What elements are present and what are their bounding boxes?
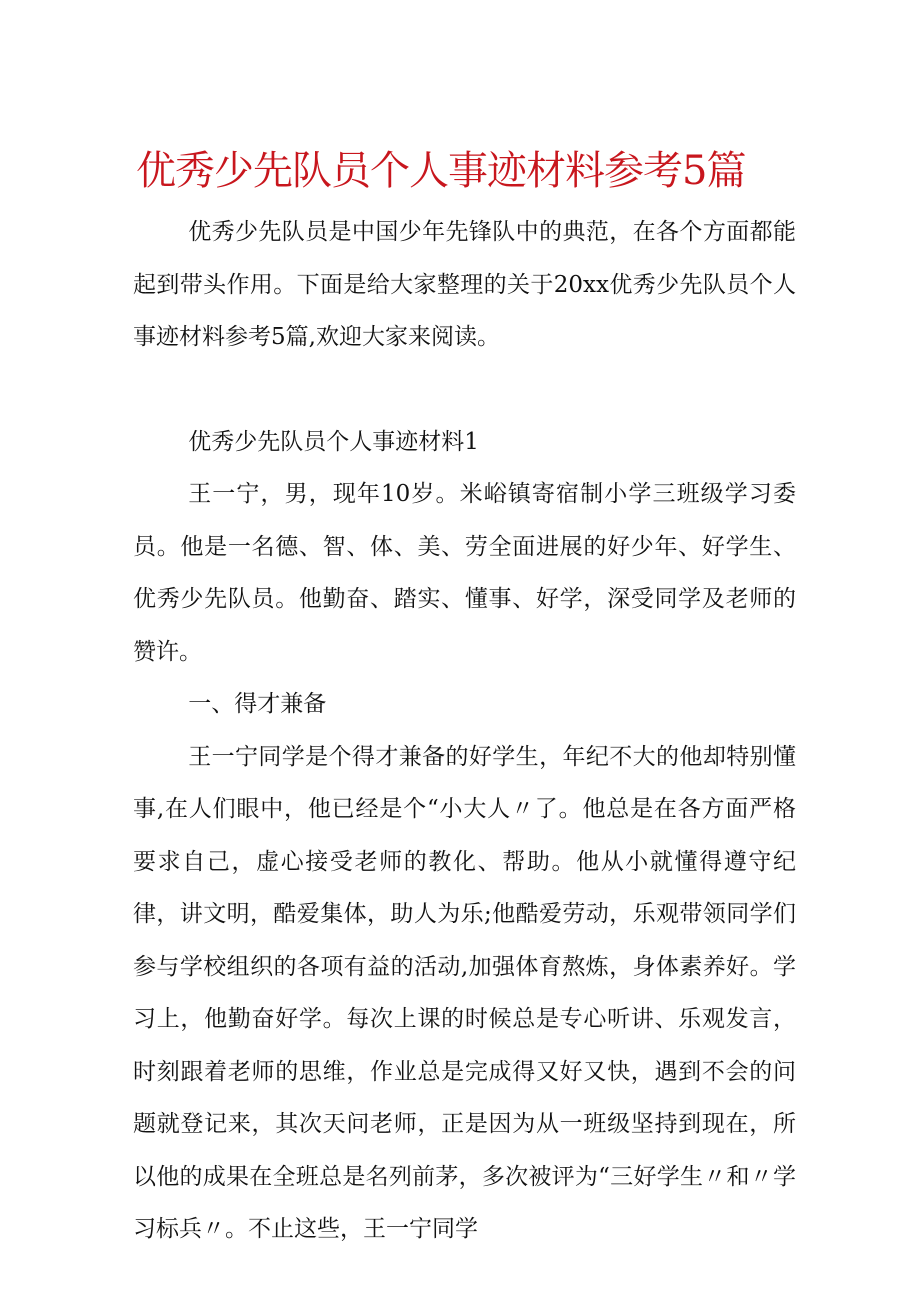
body-paragraph: 王一宁同学是个得才兼备的好学生，年纪不大的他却特别懂事,在人们眼中，他已经是个“小大人〃了。他总是在各方面严格要求自己，虚心接受老师的教化、帮助。他从小就懂得遵守纪律，讲文明，酷爱集体，助人为乐;他酷爱劳动，乐观带领同学们参与学校组织的各项有益的活动,加强体育熬炼，身体素养好。学习上，他勤奋好学。每次上课的时候总是专心听讲、乐观发言，时刻跟着老师的思维，作业总是完成得又好又快，遇到不会的问题就登记来，其次天问老师，正是因为从一班级坚持到现在，所以他的成果在全班总是名列前茅，多次被评为“三好学生〃和〃学习标兵〃。不止这些，王一宁同学 [133, 743, 796, 1242]
section-heading: 优秀少先队员个人事迹材料1 [188, 428, 479, 455]
subsection-heading: 一、得才兼备 [188, 691, 327, 717]
document-body [133, 206, 796, 1256]
document-title: 优秀少先队员个人事迹材料参考5篇 [136, 148, 746, 194]
body-paragraph: 王一宁，男，现年10岁。米峪镇寄宿制小学三班级学习委员。他是一名德、智、体、美、劳全面进展的好少年、好学生、优秀少先队员。他勤奋、踏实、懂事、好学，深受同学及老师的赞许。 [133, 481, 796, 665]
intro-paragraph: 优秀少先队员是中国少年先锋队中的典范，在各个方面都能起到带头作用。下面是给大家整理的关于20xx优秀少先队员个人事迹材料参考5篇,欢迎大家来阅读。 [133, 219, 796, 350]
